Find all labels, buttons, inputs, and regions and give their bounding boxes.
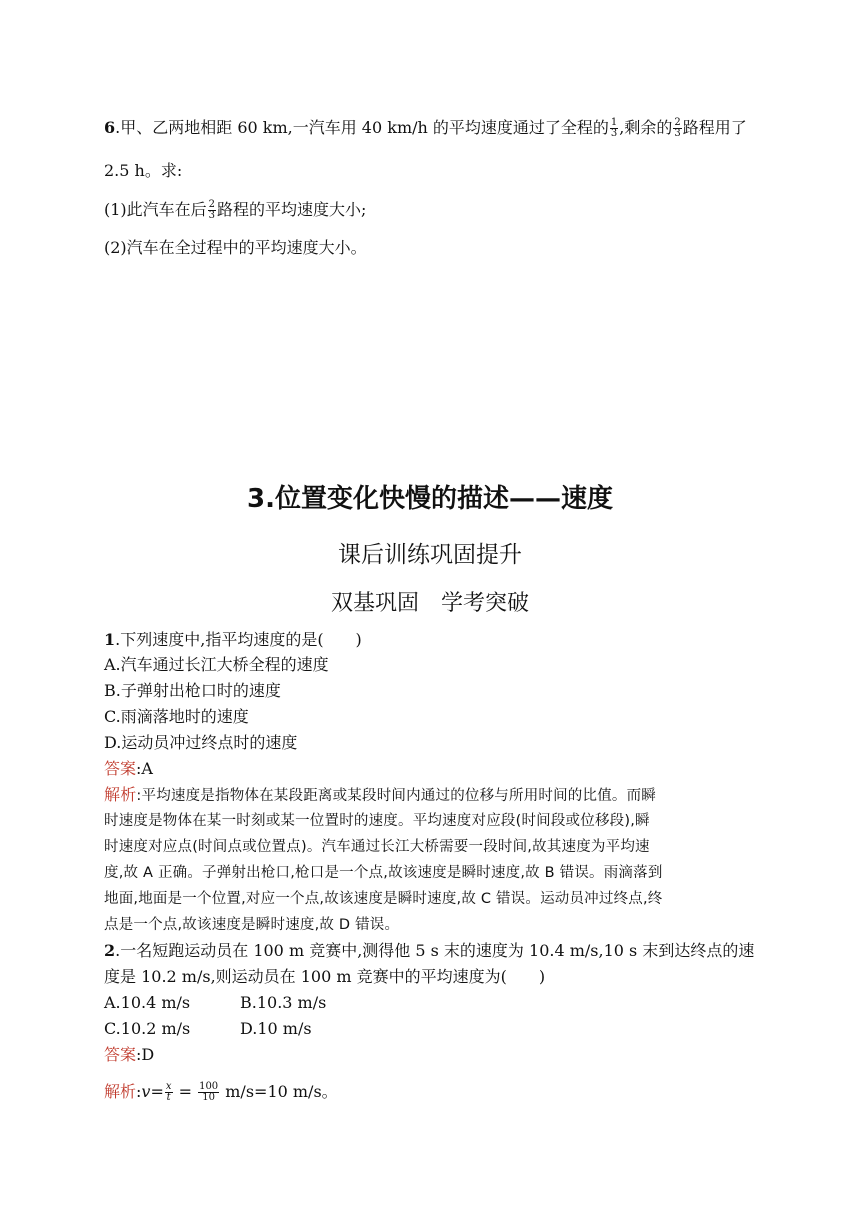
q2-answer-label: 答案 bbox=[104, 1045, 137, 1064]
q6-text-b: ,剩余的 bbox=[619, 118, 673, 137]
q6-text-c: 路程用了 bbox=[682, 118, 747, 137]
section-title: 3.位置变化快慢的描述——速度 bbox=[247, 484, 613, 514]
q2-stem-text-1: .一名短跑运动员在 100 m 竞赛中,测得他 5 s 末的速度为 10.4 m/s,10 s 末到达终点的速 bbox=[115, 941, 755, 960]
q1-option-c: C.雨滴落地时的速度 bbox=[104, 707, 249, 726]
q1-answer-value: :A bbox=[136, 759, 153, 778]
q1-answer bbox=[104, 759, 153, 779]
q1-stem bbox=[104, 630, 362, 650]
q6-sub1-text-b: 路程的平均速度大小; bbox=[217, 200, 367, 219]
q1-number: 1 bbox=[104, 630, 116, 649]
q2-explain: 解析:v= $\frac{x}{t}$ = $\frac{100}{10}$ m/s=10 m/s。 bbox=[104, 1081, 338, 1103]
q1-explain-line-5: 地面,地面是一个位置,对应一个点,故该速度是瞬时速度,故 C 错误。运动员冲过终点,终 bbox=[104, 891, 663, 907]
q2-fraction-100-over-10: $\frac{100}{10}$ bbox=[199, 1081, 219, 1103]
q1-explain-line-2: 时速度是物体在某一时刻或某一位置时的速度。平均速度对应段(时间段或位移段),瞬 bbox=[104, 813, 650, 829]
q2-answer-value: :D bbox=[136, 1045, 155, 1064]
q1-stem-text: .下列速度中,指平均速度的是( ) bbox=[115, 630, 362, 649]
q1-option-b: B.子弹射出枪口时的速度 bbox=[104, 681, 281, 700]
q6-number: 6 bbox=[104, 118, 116, 137]
q2-options-row-2 bbox=[104, 1019, 504, 1039]
q1-explain-label: 解析 bbox=[104, 785, 137, 804]
q6-sub1-fraction: $\frac{2}{3}$ bbox=[208, 199, 216, 221]
section-subtitle: 课后训练巩固提升 bbox=[338, 542, 522, 568]
q2-stem-line-2: 度是 10.2 m/s,则运动员在 100 m 竞赛中的平均速度为( ) bbox=[104, 967, 546, 986]
q2-stem-line-1 bbox=[104, 941, 754, 961]
q2-fraction-x-over-t: $\frac{x}{t}$ bbox=[165, 1081, 172, 1103]
q2-option-c: C.10.2 m/s bbox=[104, 1019, 191, 1038]
q2-option-a: A.10.4 m/s bbox=[104, 993, 191, 1012]
q1-explain-line-1: 解析:平均速度是指物体在某段距离或某段时间内通过的位移与所用时间的比值。而瞬 bbox=[104, 785, 656, 804]
q1-explain-line-4: 度,故 A 正确。子弹射出枪口,枪口是一个点,故该速度是瞬时速度,故 B 错误。雨滴落到 bbox=[104, 865, 663, 881]
q1-answer-label: 答案 bbox=[104, 759, 137, 778]
q2-answer bbox=[104, 1045, 154, 1065]
q6-sub2: (2)汽车在全过程中的平均速度大小。 bbox=[104, 238, 367, 257]
q6-fraction-2: $\frac{2}{3}$ bbox=[674, 117, 681, 139]
q2-options-row-1 bbox=[104, 993, 504, 1013]
q2-explain-label: 解析 bbox=[104, 1082, 137, 1101]
q2-option-d: D.10 m/s bbox=[240, 1019, 312, 1038]
q6-fraction-1: $\frac{1}{3}$ bbox=[610, 117, 618, 139]
q6-line2: 2.5 h。求: bbox=[104, 161, 183, 180]
q6-text-a: .甲、乙两地相距 60 km,一汽车用 40 km/h 的平均速度通过了全程的 bbox=[115, 118, 609, 137]
q2-option-b: B.10.3 m/s bbox=[240, 993, 327, 1012]
section-heading: 双基巩固 学考突破 bbox=[330, 591, 529, 616]
q1-option-a: A.汽车通过长江大桥全程的速度 bbox=[104, 655, 329, 674]
q6-sub1-text-a: (1)此汽车在后 bbox=[104, 200, 207, 219]
q1-option-d: D.运动员冲过终点时的速度 bbox=[104, 733, 298, 752]
velocity-symbol: v bbox=[141, 1082, 151, 1101]
q2-number: 2 bbox=[104, 941, 116, 960]
q1-explain-line-3: 时速度对应点(时间点或位置点)。汽车通过长江大桥需要一段时间,故其速度为平均速 bbox=[104, 839, 650, 855]
q6-sub1 bbox=[104, 200, 366, 221]
q6-line1 bbox=[104, 118, 747, 139]
q1-explain-line-6: 点是一个点,故该速度是瞬时速度,故 D 错误。 bbox=[104, 917, 400, 933]
